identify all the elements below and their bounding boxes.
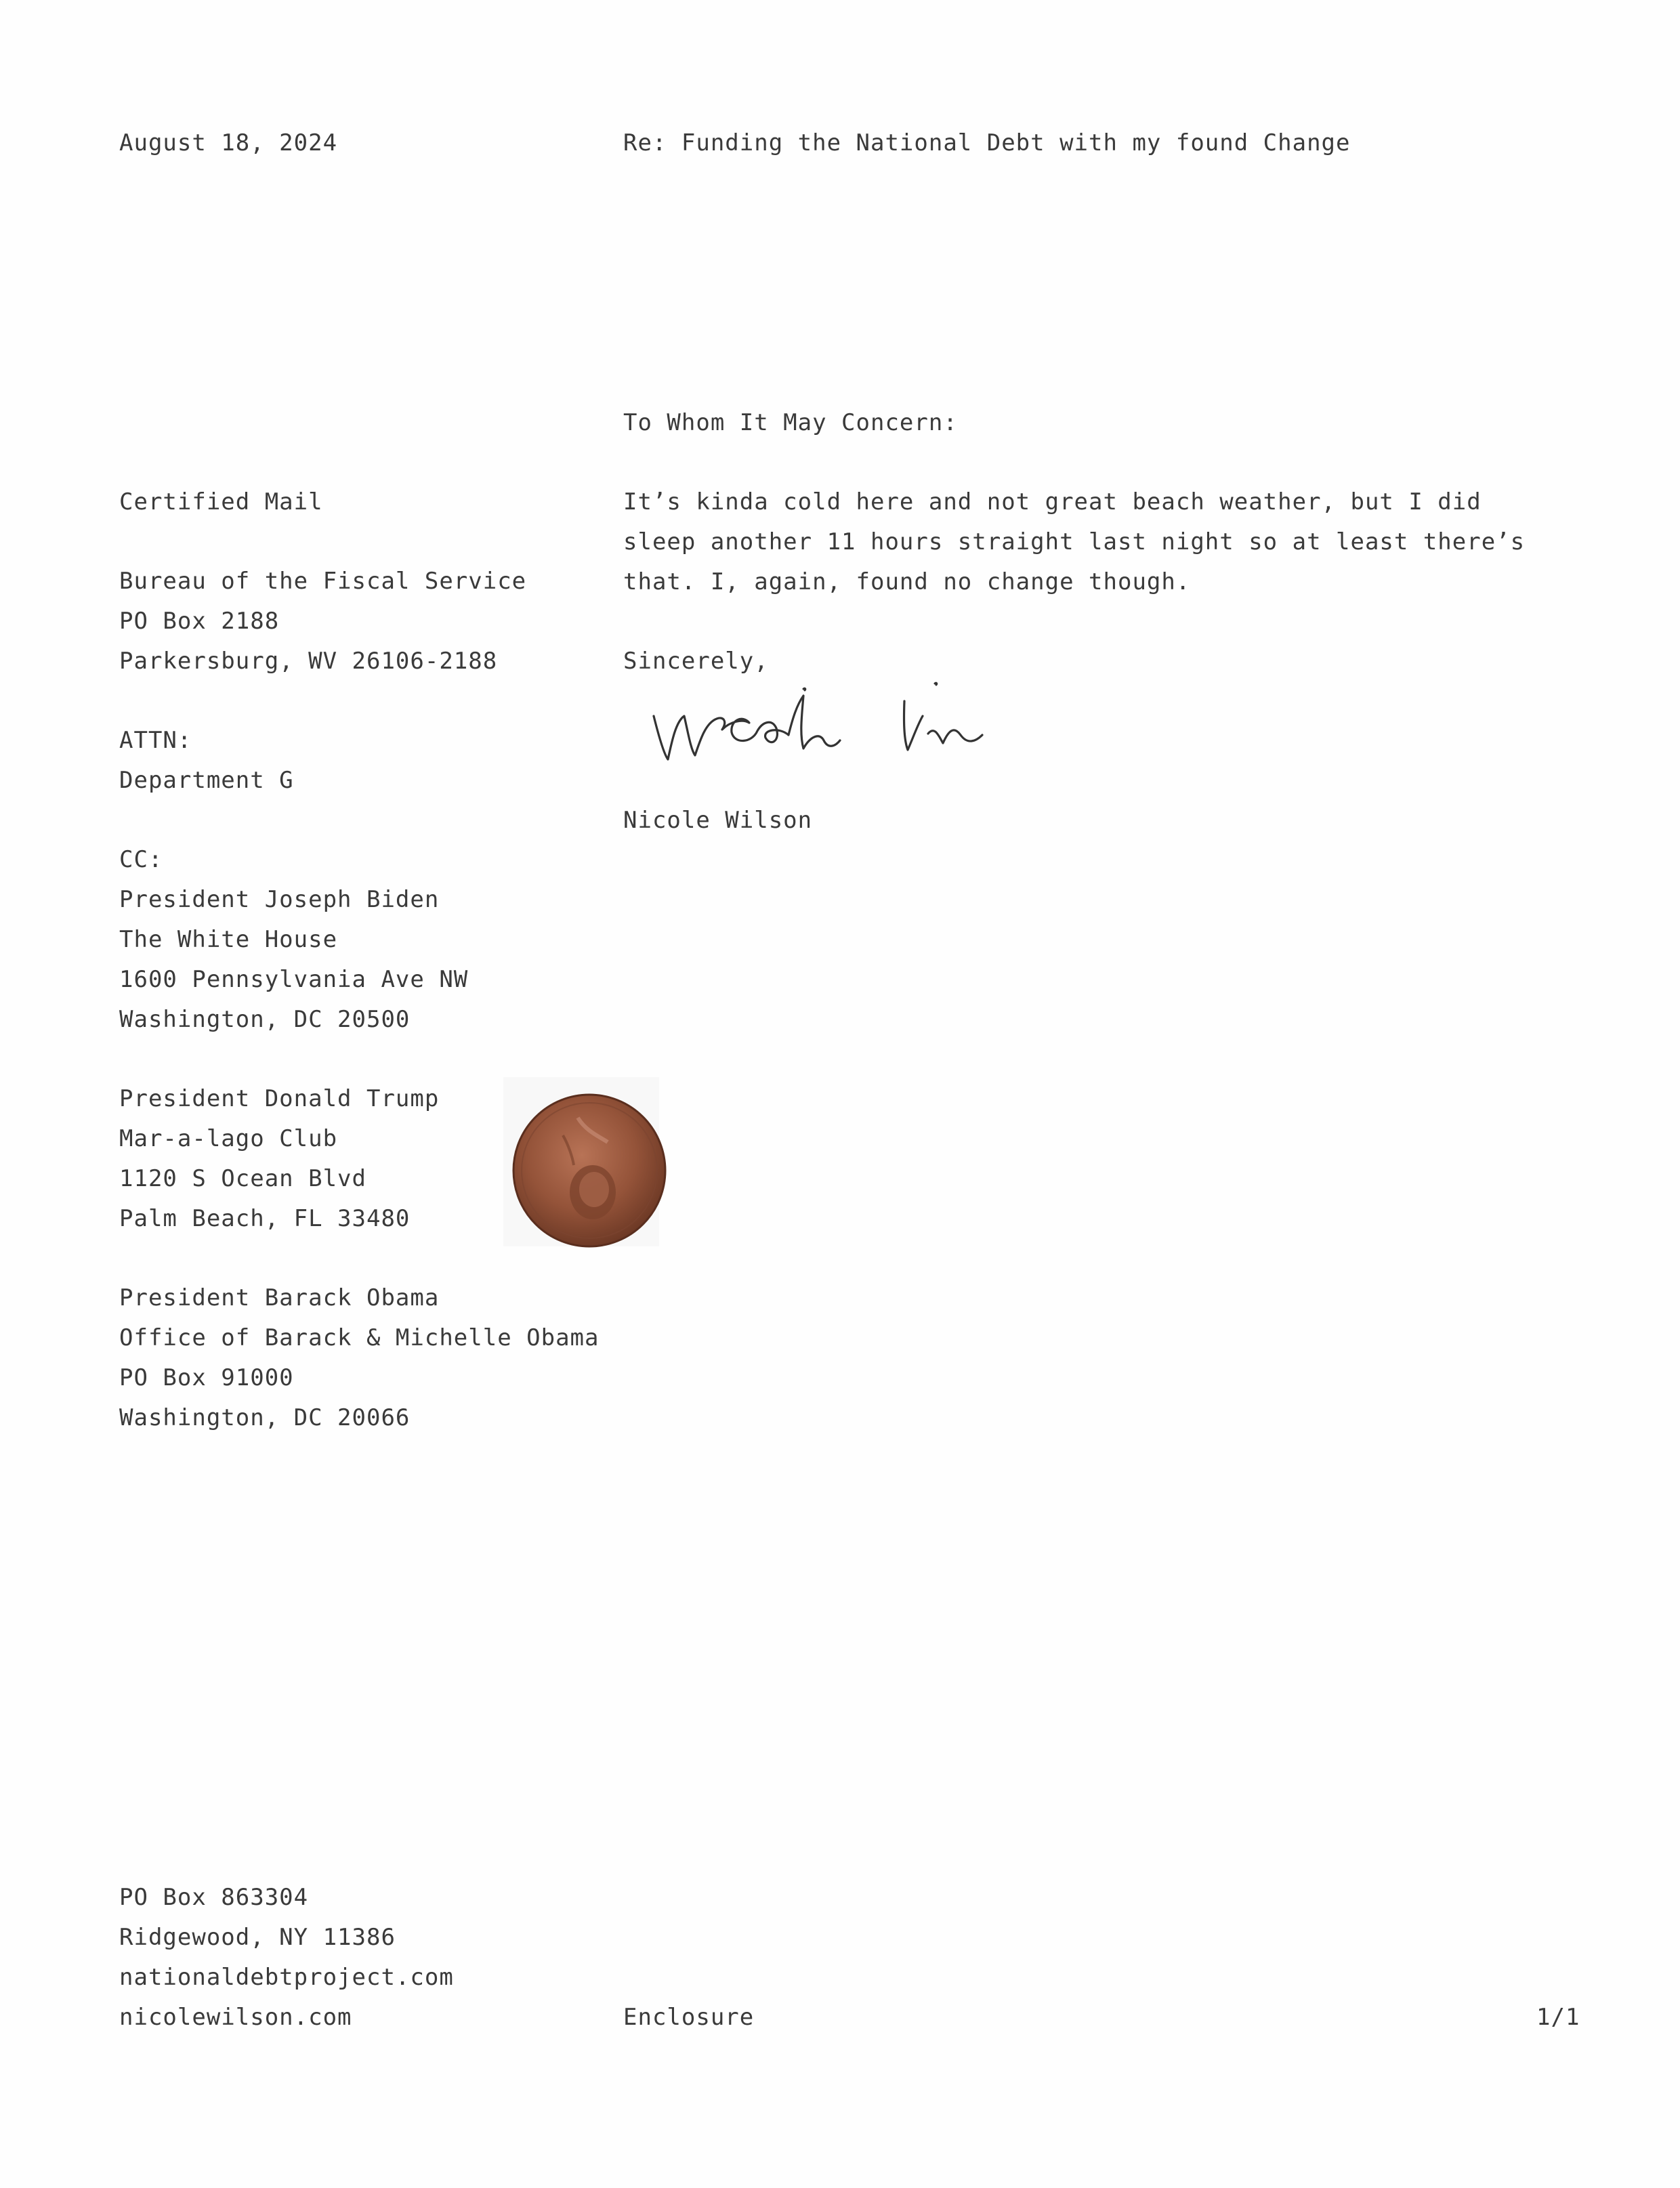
sender-footer-line: PO Box 863304 <box>119 1884 309 1911</box>
attn-label: ATTN: <box>119 727 192 754</box>
cc-line: Office of Barack & Michelle Obama <box>119 1324 600 1351</box>
cc-line: Mar-a-lago Club <box>119 1125 338 1152</box>
cc-line: Washington, DC 20500 <box>119 1006 411 1033</box>
cc-label: CC: <box>119 846 163 873</box>
salutation: To Whom It May Concern: <box>623 409 958 436</box>
cc-line: President Barack Obama <box>119 1284 440 1311</box>
cc-recipient <box>119 880 468 1040</box>
recipient-address-line: Parkersburg, WV 26106-2188 <box>119 648 498 675</box>
closing: Sincerely, <box>623 648 769 675</box>
cc-recipient <box>119 1278 600 1438</box>
sender-footer <box>119 1878 454 2038</box>
cc-line: 1120 S Ocean Blvd <box>119 1165 366 1192</box>
attn-value: Department G <box>119 767 294 794</box>
cc-line: PO Box 91000 <box>119 1364 294 1391</box>
recipient-address-line: PO Box 2188 <box>119 608 280 635</box>
enclosure-label: Enclosure <box>623 2004 755 2031</box>
letter-date: August 18, 2024 <box>119 129 338 156</box>
sender-website-link[interactable]: nationaldebtproject.com <box>119 1964 454 1991</box>
signature <box>644 674 1030 776</box>
cc-recipient <box>119 1079 439 1239</box>
sender-footer-line: Ridgewood, NY 11386 <box>119 1924 396 1951</box>
cc-line: Washington, DC 20066 <box>119 1404 411 1431</box>
cc-line: President Donald Trump <box>119 1085 440 1112</box>
letter-subject: Re: Funding the National Debt with my found Change <box>623 129 1351 156</box>
cc-line: President Joseph Biden <box>119 886 440 913</box>
attention-block <box>119 721 294 801</box>
mail-type: Certified Mail <box>119 488 323 516</box>
letter-body: It’s kinda cold here and not great beach weather, but I did sleep another 11 hours straight last night so at least there’s that. I, again, found no change though. <box>623 488 1526 595</box>
sender-website-link[interactable]: nicolewilson.com <box>119 2004 352 2031</box>
signer-name: Nicole Wilson <box>623 807 813 834</box>
cc-line: 1600 Pennsylvania Ave NW <box>119 966 469 993</box>
recipient-address-line: Bureau of the Fiscal Service <box>119 568 527 595</box>
cc-line: The White House <box>119 926 338 953</box>
recipient-address <box>119 562 526 681</box>
page-number: 1/1 <box>1536 2004 1580 2031</box>
cc-line: Palm Beach, FL 33480 <box>119 1205 411 1232</box>
penny-icon <box>498 1077 667 1253</box>
